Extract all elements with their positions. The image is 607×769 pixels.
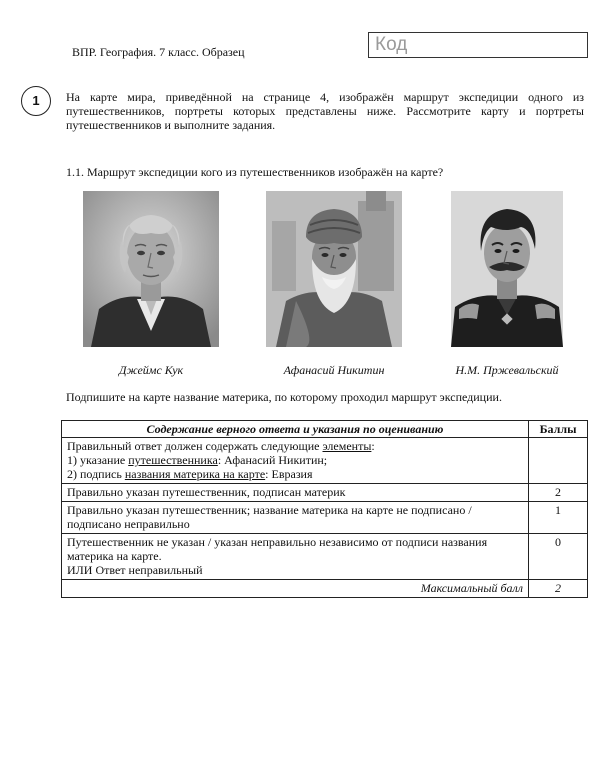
- score-cell: 2: [529, 484, 588, 502]
- document-header-title: ВПР. География. 7 класс. Образец: [72, 45, 245, 59]
- criteria-cell: [62, 534, 529, 580]
- criteria-line: 2) подпись названия материка на карте: Евразия: [67, 467, 313, 481]
- portrait-przhevalsky-image: [451, 191, 563, 347]
- criteria-line: Правильный ответ должен содержать следующие элементы:: [67, 439, 375, 453]
- grading-header-score: Баллы: [529, 421, 588, 438]
- portrait-caption-nikitin: Афанасий Никитин: [283, 363, 385, 377]
- table-row: [62, 438, 588, 484]
- grading-header-content: Содержание верного ответа и указания по оцениванию: [62, 421, 529, 438]
- criteria-line: ИЛИ Ответ неправильный: [67, 563, 203, 577]
- score-cell: 0: [529, 534, 588, 580]
- max-score-value: 2: [529, 580, 588, 598]
- criteria-cell: [62, 438, 529, 484]
- criteria-line: 1) указание путешественника: Афанасий Никитин;: [67, 453, 328, 467]
- score-cell: 1: [529, 502, 588, 534]
- portrait-caption-przhevalsky: Н.М. Пржевальский: [455, 363, 559, 377]
- criteria-line: Путешественник не указан / указан неправильно независимо от подписи названия материка на карте.: [67, 535, 488, 563]
- task-intro-text: На карте мира, приведённой на странице 4, изображён маршрут экспедиции одного из путешественников, портреты которых представлены ниже. Рассмотрите карту и портреты путешественников и выполните задания.: [66, 90, 584, 132]
- portrait-caption-cook: Джеймс Кук: [118, 363, 184, 377]
- grading-header-row: [62, 421, 588, 438]
- code-label: Код: [375, 34, 408, 55]
- question-1-1: 1.1. Маршрут экспедиции кого из путешественников изображён на карте?: [66, 165, 444, 179]
- table-row: [62, 534, 588, 580]
- task-number-badge: 1: [21, 86, 51, 116]
- table-row: [62, 502, 588, 534]
- max-score-label: Максимальный балл: [62, 580, 529, 598]
- criteria-cell: Правильно указан путешественник, подписан материк: [62, 484, 529, 502]
- score-cell: [529, 438, 588, 484]
- portrait-cook-image: [83, 191, 219, 347]
- max-score-row: [62, 580, 588, 598]
- table-row: [62, 484, 588, 502]
- grading-table: [61, 420, 588, 598]
- criteria-cell: Правильно указан путешественник; название материка на карте не подписано / подписано неправильно: [62, 502, 529, 534]
- code-field[interactable]: [368, 32, 588, 58]
- portrait-nikitin-image: [266, 191, 402, 347]
- task-instruction: Подпишите на карте название материка, по которому проходил маршрут экспедиции.: [66, 390, 502, 404]
